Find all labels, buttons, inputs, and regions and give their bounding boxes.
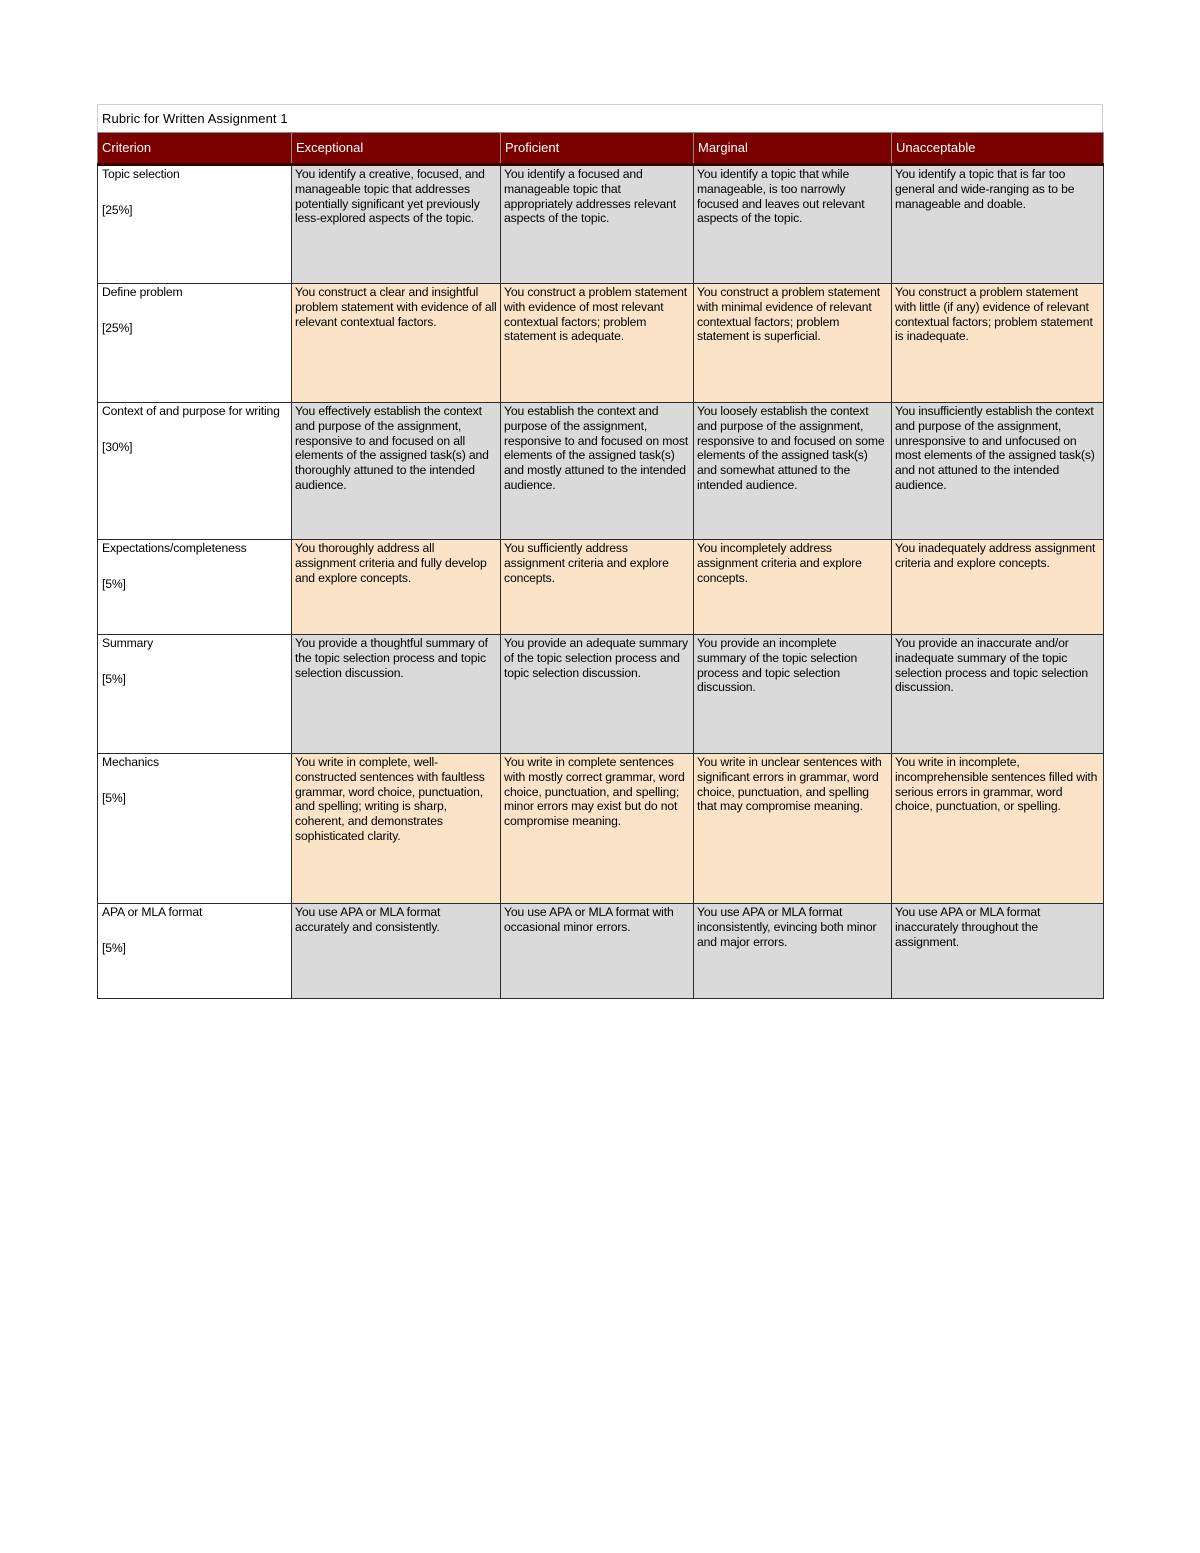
criterion-cell: [98, 635, 292, 754]
rubric-table: [97, 132, 1104, 999]
exceptional-cell: You construct a clear and insightful problem statement with evidence of all relevant contextual factors.: [292, 284, 501, 403]
header-criterion: Criterion: [98, 133, 292, 165]
table-row: [98, 540, 1104, 635]
marginal-cell: You construct a problem statement with minimal evidence of relevant contextual factors; problem statement is superficial.: [694, 284, 892, 403]
proficient-cell: You provide an adequate summary of the topic selection process and topic selection discussion.: [501, 635, 694, 754]
document-title: Rubric for Written Assignment 1: [97, 104, 1103, 132]
table-row: [98, 403, 1104, 540]
proficient-cell: You sufficiently address assignment criteria and explore concepts.: [501, 540, 694, 635]
proficient-cell: You identify a focused and manageable topic that appropriately addresses relevant aspects of the topic.: [501, 165, 694, 284]
unacceptable-cell: You provide an inaccurate and/or inadequate summary of the topic selection process and topic selection discussion.: [892, 635, 1104, 754]
marginal-cell: You incompletely address assignment criteria and explore concepts.: [694, 540, 892, 635]
criterion-name: APA or MLA format: [102, 905, 203, 919]
criterion-name: Define problem: [102, 285, 183, 299]
exceptional-cell: You provide a thoughtful summary of the topic selection process and topic selection discussion.: [292, 635, 501, 754]
header-proficient: Proficient: [501, 133, 694, 165]
criterion-weight: [25%]: [102, 202, 133, 217]
unacceptable-cell: You inadequately address assignment criteria and explore concepts.: [892, 540, 1104, 635]
header-exceptional: Exceptional: [292, 133, 501, 165]
header-row: [98, 133, 1104, 165]
criterion-weight: [5%]: [102, 940, 126, 955]
unacceptable-cell: You construct a problem statement with little (if any) evidence of relevant contextual factors; problem statement is inadequate.: [892, 284, 1104, 403]
proficient-cell: You write in complete sentences with mostly correct grammar, word choice, punctuation, and spelling; minor errors may exist but do not compromise meaning.: [501, 754, 694, 904]
criterion-name: Topic selection: [102, 167, 180, 181]
marginal-cell: You write in unclear sentences with significant errors in grammar, word choice, punctuation, and spelling that may compromise meaning.: [694, 754, 892, 904]
criterion-weight: [5%]: [102, 576, 126, 591]
table-row: [98, 284, 1104, 403]
exceptional-cell: You effectively establish the context and purpose of the assignment, responsive to and focused on all elements of the assigned task(s) and thoroughly attuned to the intended audience.: [292, 403, 501, 540]
criterion-cell: [98, 904, 292, 999]
exceptional-cell: You write in complete, well-constructed sentences with faultless grammar, word choice, punctuation, and spelling; writing is sharp, coherent, and demonstrates sophisticated clarity.: [292, 754, 501, 904]
criterion-weight: [5%]: [102, 671, 126, 686]
criterion-weight: [30%]: [102, 439, 133, 454]
criterion-name: Expectations/completeness: [102, 541, 247, 555]
criterion-cell: [98, 403, 292, 540]
exceptional-cell: You thoroughly address all assignment criteria and fully develop and explore concepts.: [292, 540, 501, 635]
unacceptable-cell: You write in incomplete, incomprehensible sentences filled with serious errors in grammar, word choice, punctuation, or spelling.: [892, 754, 1104, 904]
header-marginal: Marginal: [694, 133, 892, 165]
table-row: [98, 635, 1104, 754]
criterion-name: Context of and purpose for writing: [102, 404, 280, 418]
rubric-page: [97, 104, 1103, 999]
criterion-weight: [5%]: [102, 790, 126, 805]
unacceptable-cell: You identify a topic that is far too general and wide-ranging as to be manageable and doable.: [892, 165, 1104, 284]
table-row: [98, 904, 1104, 999]
marginal-cell: You use APA or MLA format inconsistently, evincing both minor and major errors.: [694, 904, 892, 999]
criterion-name: Mechanics: [102, 755, 159, 769]
criterion-cell: [98, 754, 292, 904]
marginal-cell: You loosely establish the context and purpose of the assignment, responsive to and focused on some elements of the assigned task(s) and somewhat attuned to the intended audience.: [694, 403, 892, 540]
table-row: [98, 754, 1104, 904]
proficient-cell: You use APA or MLA format with occasional minor errors.: [501, 904, 694, 999]
exceptional-cell: You identify a creative, focused, and manageable topic that addresses potentially significant yet previously less-explored aspects of the topic.: [292, 165, 501, 284]
marginal-cell: You identify a topic that while manageable, is too narrowly focused and leaves out relevant aspects of the topic.: [694, 165, 892, 284]
table-row: [98, 165, 1104, 284]
proficient-cell: You establish the context and purpose of the assignment, responsive to and focused on most elements of the assigned task(s) and mostly attuned to the intended audience.: [501, 403, 694, 540]
unacceptable-cell: You insufficiently establish the context and purpose of the assignment, unresponsive to and unfocused on most elements of the assigned task(s) and not attuned to the intended audience.: [892, 403, 1104, 540]
criterion-weight: [25%]: [102, 320, 133, 335]
unacceptable-cell: You use APA or MLA format inaccurately throughout the assignment.: [892, 904, 1104, 999]
header-unacceptable: Unacceptable: [892, 133, 1104, 165]
criterion-cell: [98, 165, 292, 284]
criterion-cell: [98, 540, 292, 635]
proficient-cell: You construct a problem statement with evidence of most relevant contextual factors; problem statement is adequate.: [501, 284, 694, 403]
criterion-name: Summary: [102, 636, 154, 650]
marginal-cell: You provide an incomplete summary of the topic selection process and topic selection discussion.: [694, 635, 892, 754]
criterion-cell: [98, 284, 292, 403]
exceptional-cell: You use APA or MLA format accurately and consistently.: [292, 904, 501, 999]
